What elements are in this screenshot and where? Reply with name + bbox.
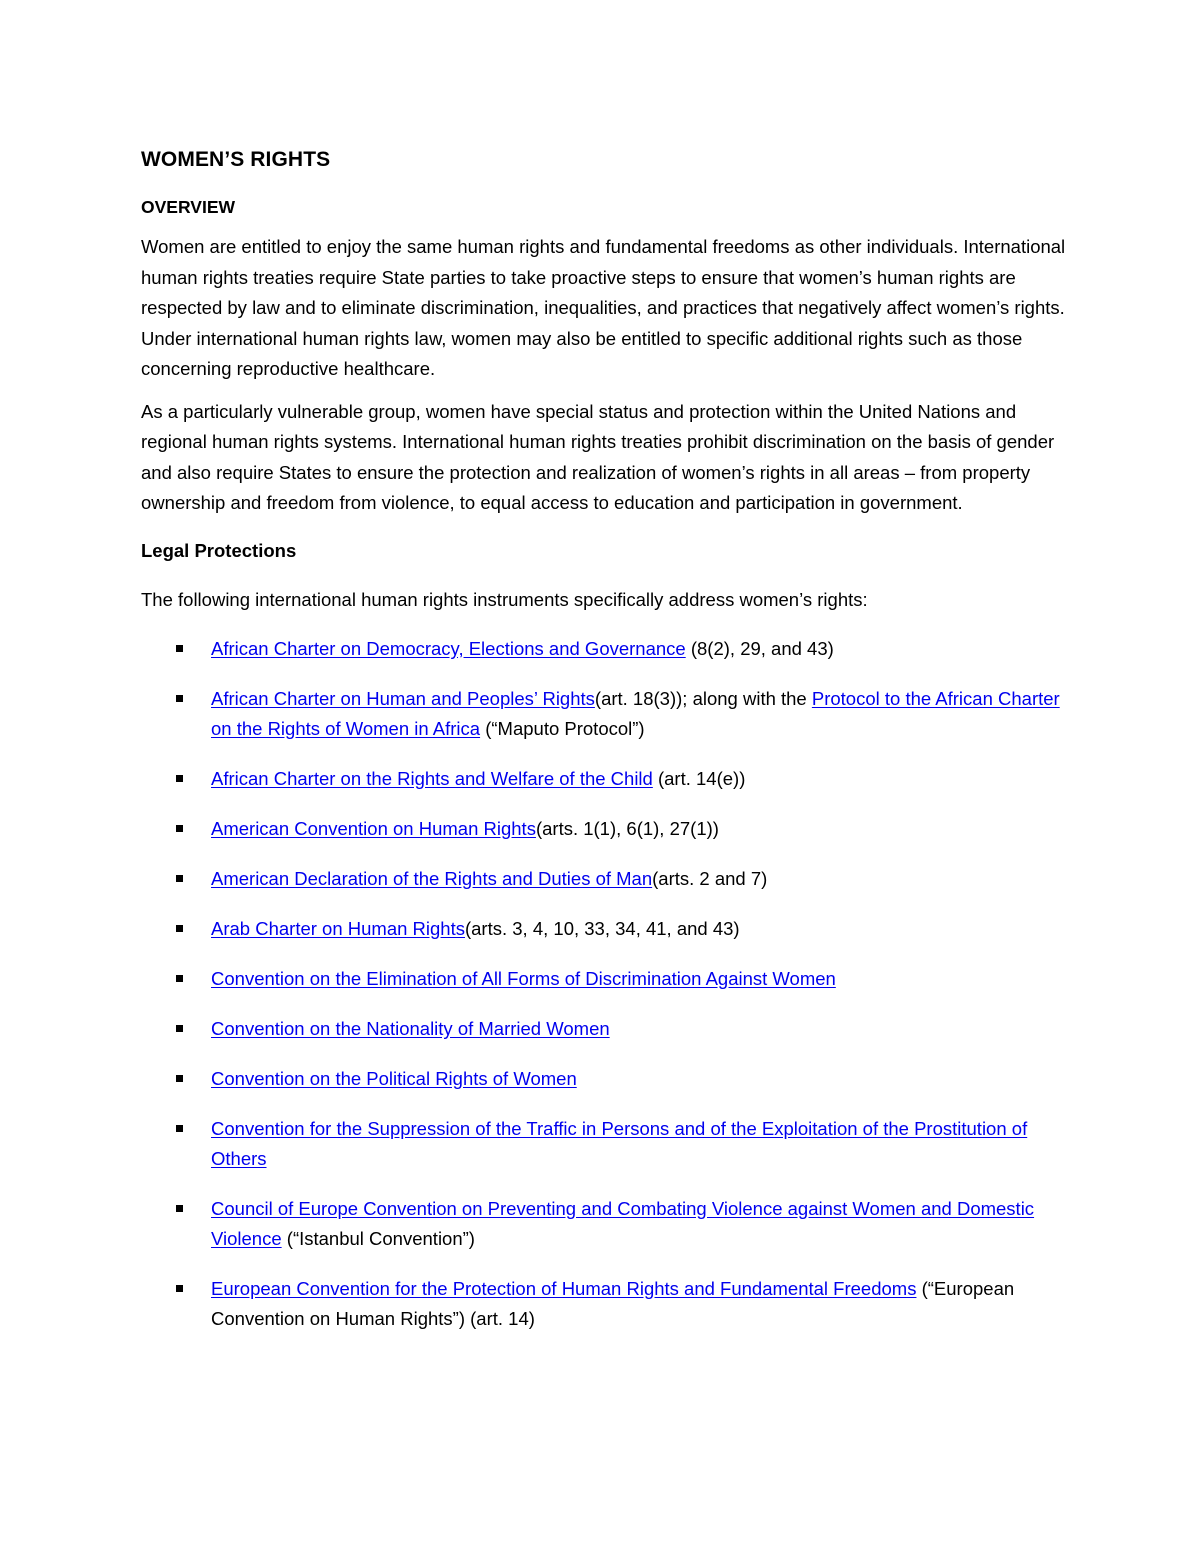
instrument-link[interactable]: Council of Europe Convention on Preventing and Combating Violence against Women and Domestic Violence bbox=[211, 1197, 1035, 1249]
instruments-intro: The following international human rights instruments specifically address women’s rights: bbox=[141, 588, 868, 610]
overview-heading: OVERVIEW bbox=[141, 197, 236, 217]
instrument-link[interactable]: African Charter on Human and Peoples’ Rights bbox=[211, 687, 595, 709]
square-bullet-icon bbox=[176, 1075, 183, 1082]
instrument-link[interactable]: African Charter on the Rights and Welfare of the Child bbox=[211, 767, 653, 789]
list-item bbox=[141, 1064, 1071, 1094]
document-page bbox=[141, 140, 1071, 1354]
list-item bbox=[141, 1114, 1071, 1174]
square-bullet-icon bbox=[176, 975, 183, 982]
list-item bbox=[141, 634, 1071, 664]
list-item bbox=[141, 864, 1071, 894]
instrument-link[interactable]: Convention on the Elimination of All Forms of Discrimination Against Women bbox=[211, 967, 836, 989]
instrument-note: (“European Convention on Human Rights”) (art. 14) bbox=[211, 1277, 1015, 1329]
square-bullet-icon bbox=[176, 825, 183, 832]
instrument-articles: (arts. 1(1), 6(1), 27(1)) bbox=[535, 817, 719, 839]
list-item bbox=[141, 1274, 1071, 1334]
legal-protections-heading: Legal Protections bbox=[141, 539, 297, 561]
instrument-link[interactable]: Convention for the Suppression of the Traffic in Persons and of the Exploitation of the Prostitution of Others bbox=[211, 1117, 1028, 1169]
square-bullet-icon bbox=[176, 875, 183, 882]
overview-paragraph-1: Women are entitled to enjoy the same human rights and fundamental freedoms as other individuals. International human rights treaties require State parties to take proactive steps to ensure that women’s human rights are respected by law and to eliminate discrimination, inequalities, and practices that negatively affect women’s rights. Under international human rights law, women may also be entitled to specific additional rights such as those concerning reproductive healthcare. bbox=[141, 236, 1066, 379]
instrument-link[interactable]: European Convention for the Protection of Human Rights and Fundamental Freedoms bbox=[211, 1277, 917, 1299]
instrument-articles: (arts. 3, 4, 10, 33, 34, 41, and 43) bbox=[464, 917, 740, 939]
instruments-list bbox=[141, 634, 1071, 1334]
protocol-link[interactable]: Protocol to the African Charter on the Rights of Women in Africa bbox=[211, 687, 1060, 739]
square-bullet-icon bbox=[176, 775, 183, 782]
square-bullet-icon bbox=[176, 695, 183, 702]
instrument-link[interactable]: American Declaration of the Rights and Duties of Man bbox=[211, 867, 653, 889]
instrument-note: (“Maputo Protocol”) bbox=[480, 717, 645, 739]
instrument-articles: (art. 14(e)) bbox=[652, 767, 746, 789]
instrument-articles: (art. 18(3)); along with the bbox=[594, 687, 812, 709]
square-bullet-icon bbox=[176, 1125, 183, 1132]
square-bullet-icon bbox=[176, 1205, 183, 1212]
list-item bbox=[141, 814, 1071, 844]
list-item bbox=[141, 684, 1071, 744]
instrument-link[interactable]: Convention on the Nationality of Married Women bbox=[211, 1017, 610, 1039]
instrument-link[interactable]: Convention on the Political Rights of Women bbox=[211, 1067, 577, 1089]
list-item bbox=[141, 764, 1071, 794]
instrument-note: (“Istanbul Convention”) bbox=[281, 1227, 475, 1249]
instrument-articles: (8(2), 29, and 43) bbox=[685, 637, 834, 659]
list-item bbox=[141, 1014, 1071, 1044]
instrument-link[interactable]: American Convention on Human Rights bbox=[211, 817, 536, 839]
overview-paragraph-2: As a particularly vulnerable group, women have special status and protection within the United Nations and regional human rights systems. International human rights treaties prohibit discrimination on the basis of gender and also require States to ensure the protection and realization of women’s rights in all areas – from property ownership and freedom from violence, to equal access to education and participation in government. bbox=[141, 400, 1055, 513]
square-bullet-icon bbox=[176, 1025, 183, 1032]
instrument-link[interactable]: African Charter on Democracy, Elections and Governance bbox=[211, 637, 686, 659]
instrument-articles: (arts. 2 and 7) bbox=[652, 867, 768, 889]
square-bullet-icon bbox=[176, 925, 183, 932]
instrument-link[interactable]: Arab Charter on Human Rights bbox=[211, 917, 465, 939]
square-bullet-icon bbox=[176, 1285, 183, 1292]
list-item bbox=[141, 1194, 1071, 1254]
list-item bbox=[141, 964, 1071, 994]
square-bullet-icon bbox=[176, 645, 183, 652]
page-title: WOMEN’S RIGHTS bbox=[141, 148, 331, 171]
list-item bbox=[141, 914, 1071, 944]
